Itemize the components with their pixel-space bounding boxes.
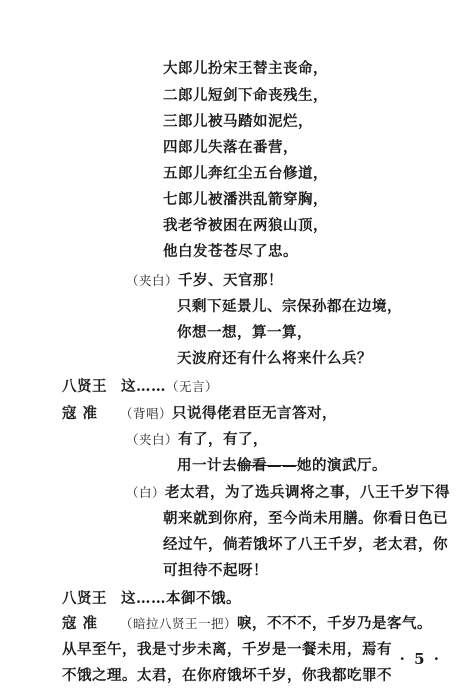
speaker-name: 八贤王 (62, 378, 107, 395)
speaker-name: 寇 准 (62, 405, 98, 422)
verse-line: 五郎儿奔红尘五台修道， (163, 165, 328, 182)
verse-line: 天波府还有什么将来什么兵？ (177, 350, 372, 367)
dialogue-line: 可担待不起呀！ (163, 562, 268, 579)
verse-line: 你想一想，算一算， (177, 324, 312, 341)
dialogue-line (62, 378, 218, 396)
stage-cue: （白） (126, 485, 166, 500)
verse-line: 七郎儿被潘洪乱箭穿胸， (163, 191, 328, 208)
dialogue-line: 不饿之理。太君，在你府饿坏千岁，你我都吃罪不 (62, 667, 392, 684)
stage-cue: （夹白） (126, 273, 179, 288)
dialogue-line (126, 484, 450, 502)
dialogue-text: 千岁、天官那！ (178, 272, 284, 289)
dialogue-line (62, 590, 241, 608)
verse-line: 二郎儿短剑下命丧残生， (163, 87, 328, 104)
dialogue-line: 从早至午，我是寸步未离，千岁是一餐未用，焉有 (62, 641, 392, 658)
dialogue-line (62, 615, 432, 633)
dialogue-line (126, 431, 268, 449)
dialogue-text: 唳，不不不，千岁乃是客气。 (237, 615, 433, 632)
verse-text: 她的演武厅。 (297, 457, 387, 474)
verse-line: 四郎儿失落在番营， (163, 139, 298, 156)
verse-line: 他白发苍苍尽了忠。 (163, 243, 298, 260)
dialogue-text: 这……本御不饿。 (121, 590, 241, 607)
page-number: · 5 · (399, 650, 441, 668)
dialogue-text: 老太君，为了选兵调将之事，八王千岁下得 (165, 484, 451, 501)
verse-line: 我老爷被困在两狼山顶， (163, 217, 328, 234)
stage-cue: （背唱） (120, 406, 173, 421)
dialogue-line (62, 405, 337, 423)
verse-line: 大郎儿扮宋王替主丧命， (163, 60, 328, 77)
stage-cue: （夹白） (126, 432, 179, 447)
stage-cue: （暗拉八贤王一把） (120, 616, 238, 631)
dialogue-line: 朝来就到你府，至今尚未用膳。你看日色已 (163, 510, 448, 527)
speaker-name: 八贤王 (62, 590, 107, 607)
dialogue-text: 这…… (121, 378, 166, 395)
dialogue-line: 经过午，倘若饿坏了八王千岁，老太君，你 (163, 536, 448, 553)
verse-line (177, 457, 387, 475)
verse-line: 三郎儿被马踏如泥烂， (163, 113, 313, 130)
verse-text-struck: 偷看—— (237, 457, 297, 474)
stage-direction-line (126, 272, 283, 290)
stage-cue: （无言） (166, 379, 219, 394)
speaker-name: 寇 准 (62, 615, 98, 632)
dialogue-text: 有了，有了， (178, 431, 269, 448)
verse-text: 用一计去 (177, 457, 237, 474)
dialogue-text: 只说得佬君臣无言答对， (172, 405, 338, 422)
verse-line: 只剩下延景儿、宗保孙都在边境， (177, 298, 402, 315)
